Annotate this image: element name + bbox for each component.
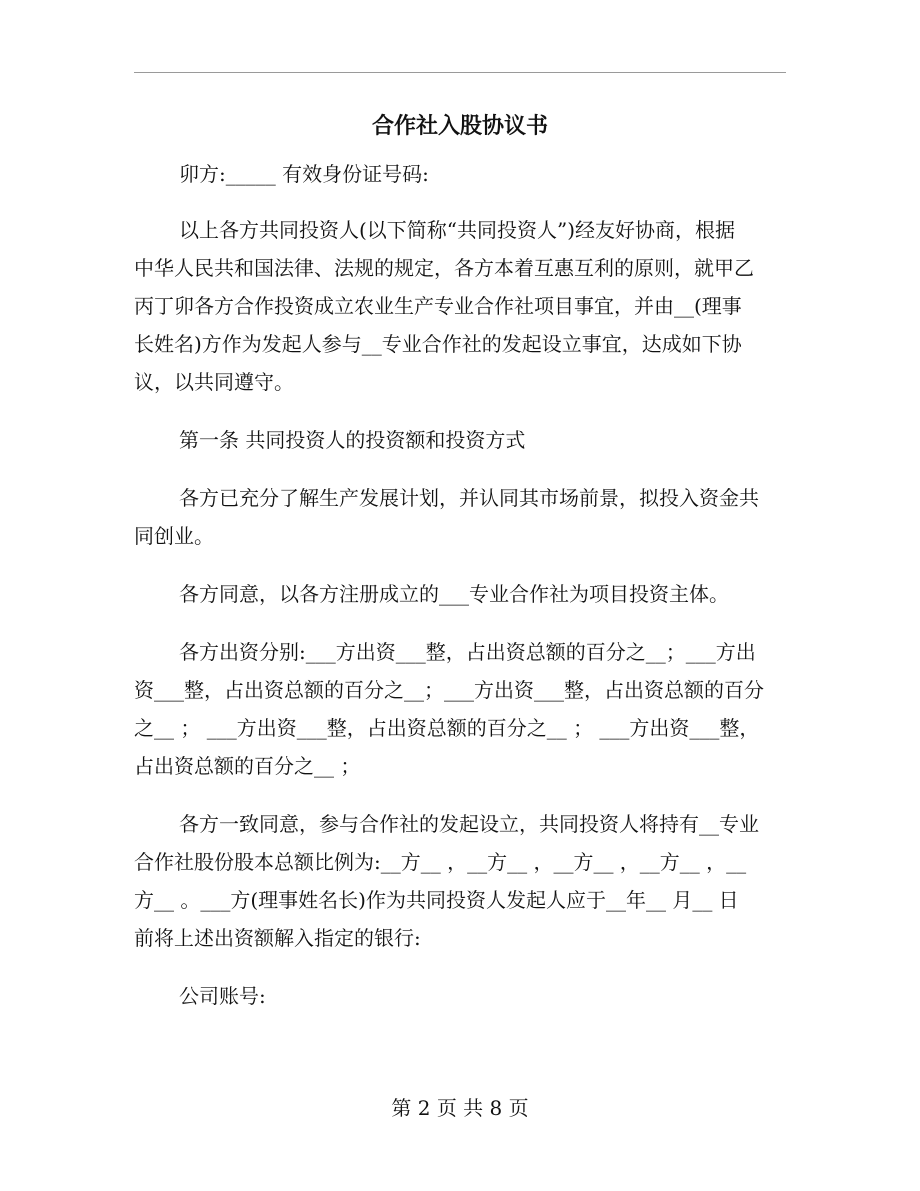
- preamble-line-1: 以上各方共同投资人(以下简称“共同投资人”)经友好协商，根据: [179, 218, 736, 242]
- preamble-line-3: 丙丁卯各方合作投资成立农业生产专业合作社项目事宜，并由__(理事: [134, 294, 742, 318]
- plan-paragraph-line-2: 同创业。: [134, 524, 214, 548]
- header-divider: [134, 72, 786, 73]
- shareholding-line-2: 合作社股份股本总额比例为:__方__ ，__方__ ，__方__ ，__方__ ，__: [134, 850, 747, 874]
- article-1-heading: 第一条 共同投资人的投资额和投资方式: [179, 428, 526, 452]
- shareholding-line-4: 前将上述出资额解入指定的银行:: [134, 926, 421, 950]
- preamble-line-5: 议，以共同遵守。: [134, 370, 294, 394]
- page-indicator: 第 2 页 共 8 页: [391, 1096, 529, 1120]
- contribution-line-2: 资___整，占出资总额的百分之__；___方出资___整，占出资总额的百分: [134, 678, 764, 702]
- contribution-line-3: 之__ ； ___方出资___整，占出资总额的百分之__ ； ___方出资___整，: [134, 716, 760, 740]
- preamble-line-2: 中华人民共和国法律、法规的规定，各方本着互惠互利的原则，就甲乙: [134, 256, 754, 280]
- party-d-id-line: 卯方:_____ 有效身份证号码:: [179, 162, 429, 186]
- investment-entity-line: 各方同意，以各方注册成立的___专业合作社为项目投资主体。: [179, 582, 729, 606]
- company-account-line: 公司账号:: [179, 984, 266, 1008]
- shareholding-line-3: 方__ 。___方(理事姓名长)作为共同投资人发起人应于__年__ 月__ 日: [134, 888, 739, 912]
- preamble-line-4: 长姓名)方作为发起人参与__专业合作社的发起设立事宜，达成如下协: [134, 332, 742, 356]
- contribution-line-4: 占出资总额的百分之__ ；: [134, 754, 361, 778]
- plan-paragraph-line-1: 各方已充分了解生产发展计划，并认同其市场前景，拟投入资金共: [179, 486, 759, 510]
- document-title: 合作社入股协议书: [371, 113, 548, 139]
- shareholding-line-1: 各方一致同意，参与合作社的发起设立，共同投资人将持有__专业: [179, 812, 759, 836]
- contribution-line-1: 各方出资分别:___方出资___整，占出资总额的百分之__；___方出: [179, 640, 756, 664]
